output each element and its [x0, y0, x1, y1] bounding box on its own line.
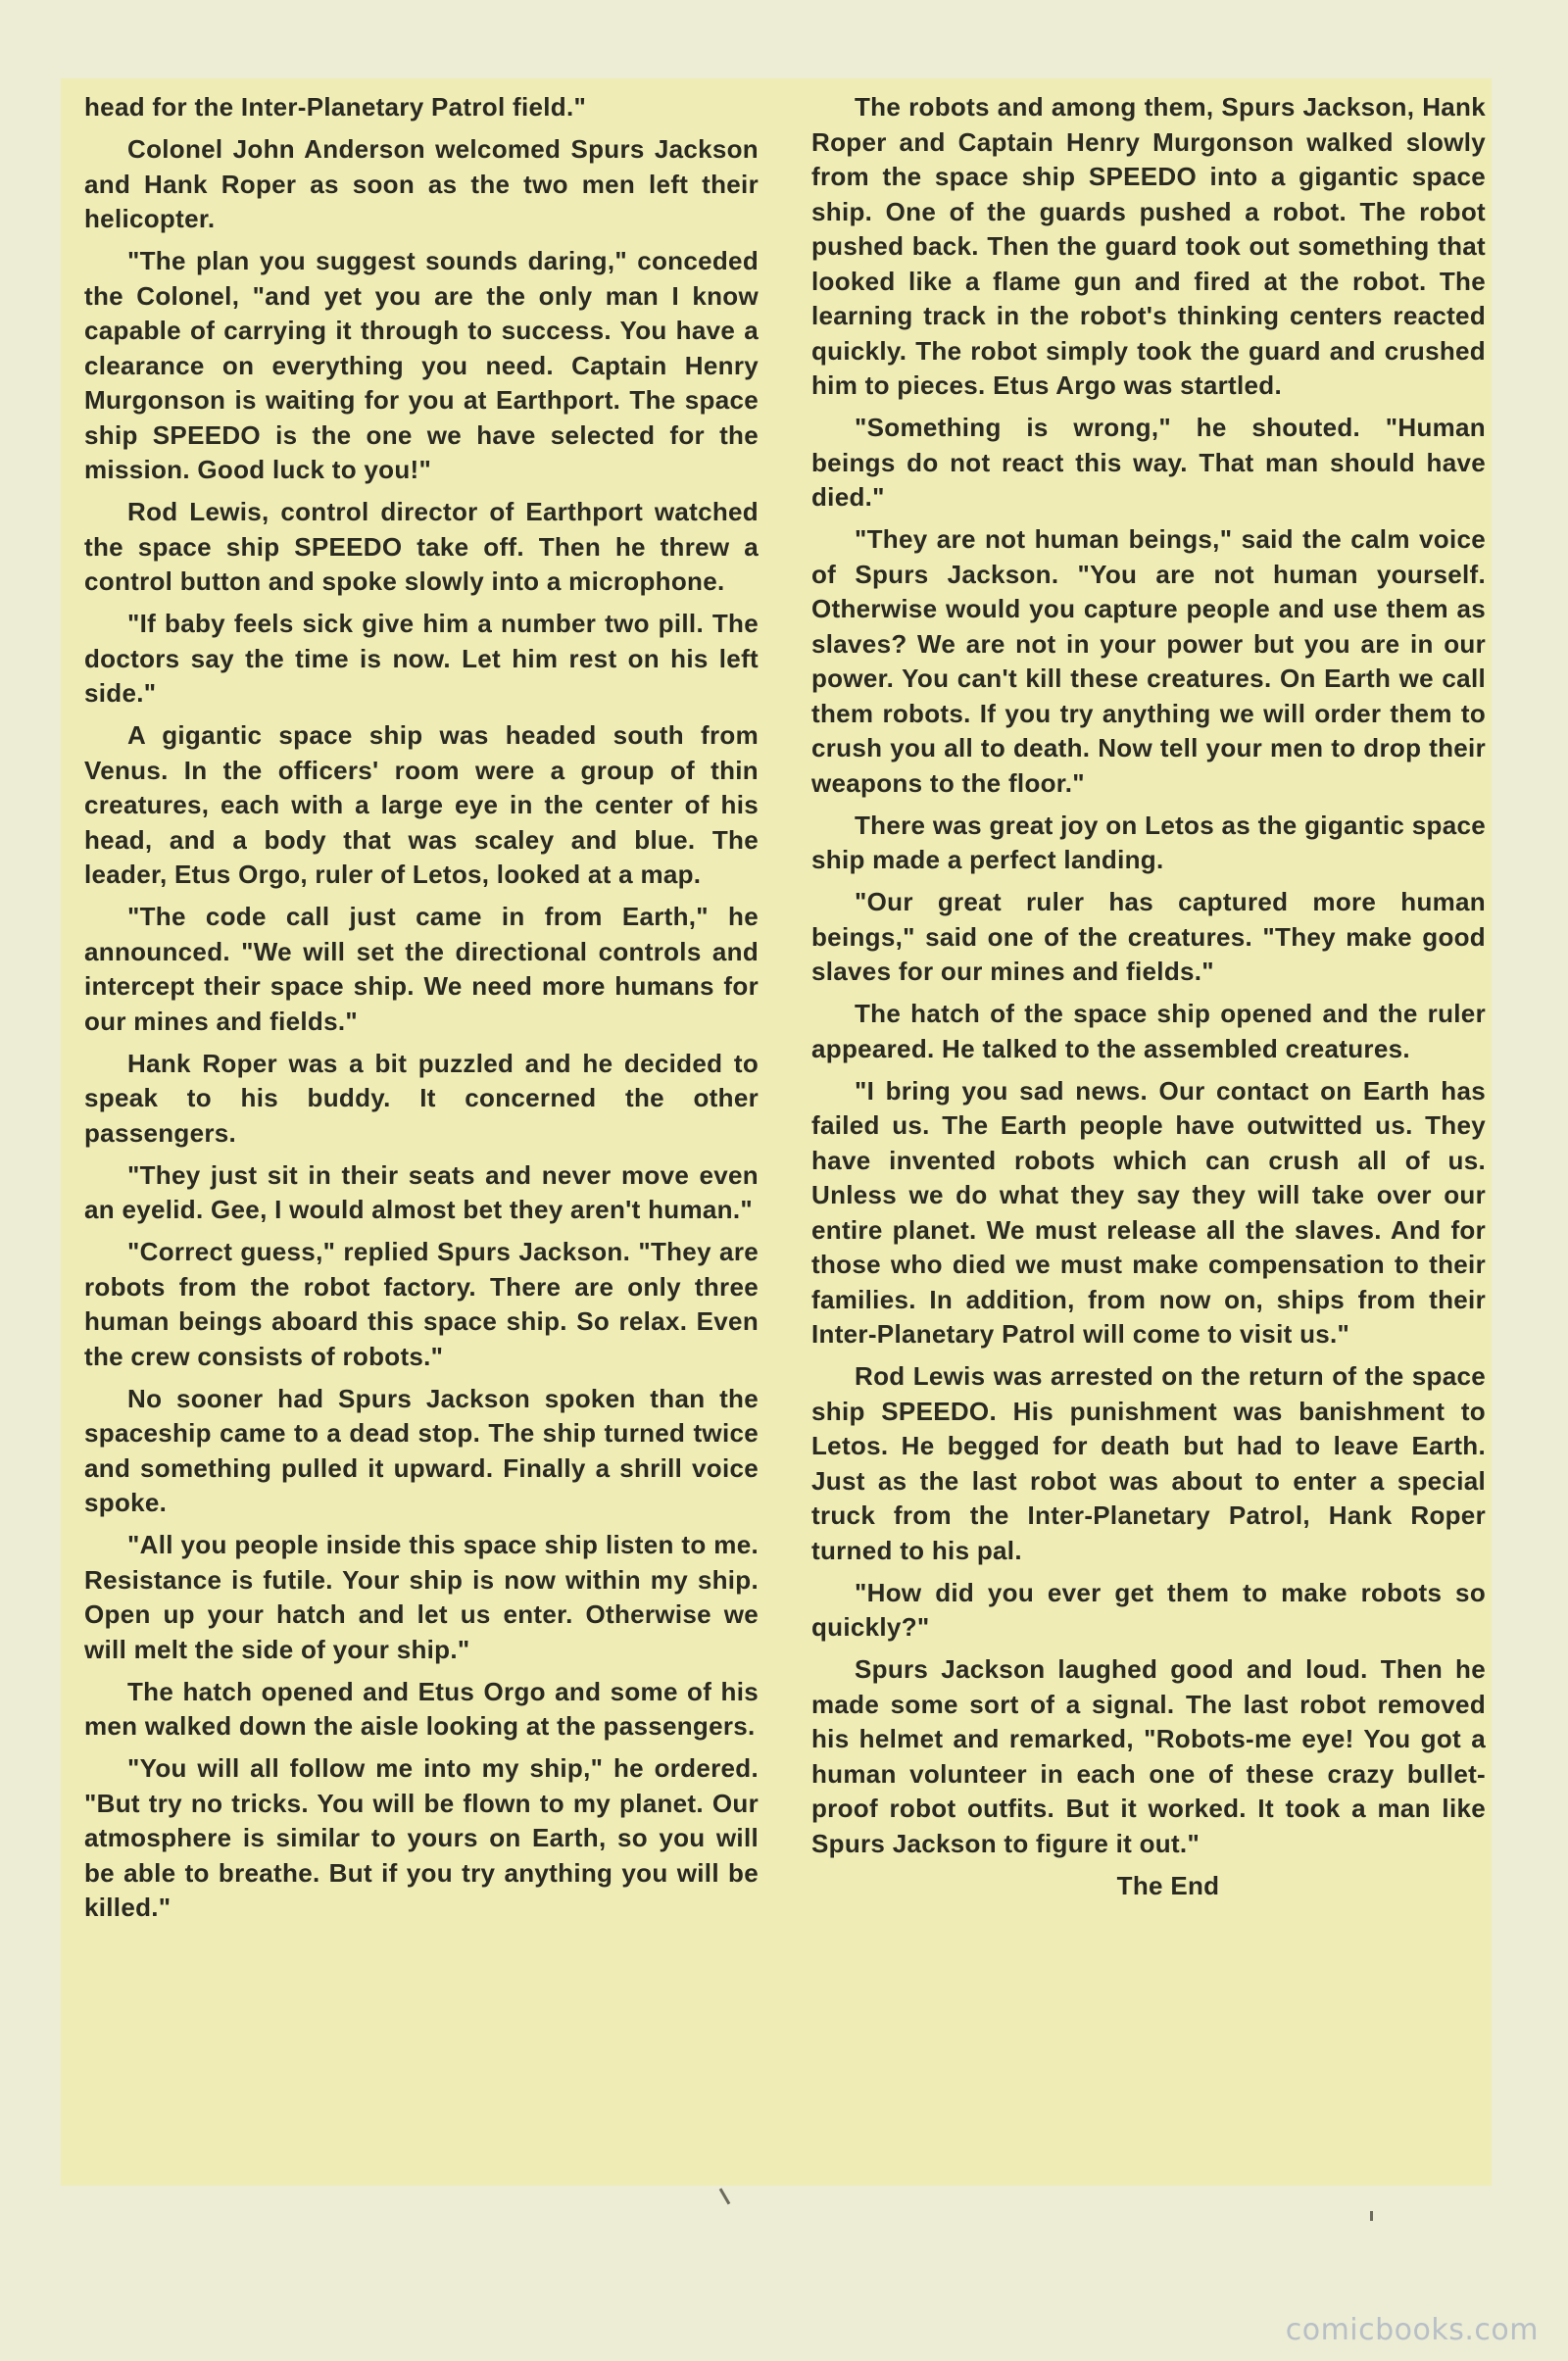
story-ending: The End [1116, 1870, 1220, 1900]
paragraph: "I bring you sad news. Our contact on Earth has failed us. The Earth people have outwitted us. They have invented robots which can crush all of us. Unless we do what they say they will take over our entire planet. We must release all the slaves. And for those who died we must make compensation to their families. In addition, from now on, ships from their Inter-Planetary Patrol will come to visit us." [811, 1075, 1486, 1349]
paragraph: "How did you ever get them to make robots so quickly?" [811, 1577, 1486, 1642]
paragraph: "Something is wrong," he shouted. "Human beings do not react this way. That man should have died." [811, 413, 1486, 512]
right-text-column [811, 90, 1486, 1903]
paragraph: "The plan you suggest sounds daring," conceded the Colonel, "and yet you are the only man I know capable of carrying it through to success. You have a clearance on everything you need. Captain Henry Murgonson is waiting for you at Earthport. The space ship SPEEDO is the one we have selected for the mission. Good luck to you!" [84, 246, 759, 484]
paragraph: "They just sit in their seats and never move even an eyelid. Gee, I would almost bet they aren't human." [84, 1159, 759, 1224]
paragraph: Spurs Jackson laughed good and loud. Then he made some sort of a signal. The last robot removed his helmet and remarked, "Robots-me eye! You got a human volunteer in each one of these crazy bullet-proof robot outfits. But it worked. It took a man like Spurs Jackson to figure it out." [811, 1654, 1486, 1858]
paragraph: head for the Inter-Planetary Patrol field." [84, 92, 587, 122]
print-speck [1370, 2211, 1373, 2221]
paragraph: "The code call just came in from Earth," he announced. "We will set the directional controls and intercept their space ship. We need more humans for our mines and fields." [84, 902, 759, 1036]
paragraph: There was great joy on Letos as the gigantic space ship made a perfect landing. [811, 810, 1486, 874]
print-speck [719, 2188, 731, 2204]
site-watermark: comicbooks.com [1285, 2313, 1539, 2347]
paragraph: "All you people inside this space ship listen to me. Resistance is futile. Your ship is now within my ship. Open up your hatch and let us enter. Otherwise we will melt the side of your ship." [84, 1530, 759, 1664]
paragraph: A gigantic space ship was headed south from Venus. In the officers' room were a group of thin creatures, each with a large eye in the center of his head, and a body that was scaley and blue. The leader, Etus Orgo, ruler of Letos, looked at a map. [84, 720, 759, 889]
paragraph: Hank Roper was a bit puzzled and he decided to speak to his buddy. It concerned the other passengers. [84, 1048, 759, 1148]
paragraph: The robots and among them, Spurs Jackson, Hank Roper and Captain Henry Murgonson walked slowly from the space ship SPEEDO into a gigantic space ship. One of the guards pushed a robot. The robot pushed back. Then the guard took out something that looked like a flame gun and fired at the robot. The learning track in the robot's thinking centers reacted quickly. The robot simply took the guard and crushed him to pieces. Etus Argo was startled. [811, 92, 1486, 400]
paragraph: No sooner had Spurs Jackson spoken than the spaceship came to a dead stop. The ship turned twice and something pulled it upward. Finally a shrill voice spoke. [84, 1383, 759, 1517]
paragraph: "You will all follow me into my ship," he ordered. "But try no tricks. You will be flown to my planet. Our atmosphere is similar to yours on Earth, so you will be able to breathe. But if you try anything you will be killed." [84, 1753, 759, 1922]
left-text-column [84, 90, 759, 1933]
paragraph: Rod Lewis was arrested on the return of the space ship SPEEDO. His punishment was banishment to Letos. He begged for death but had to leave Earth. Just as the last robot was about to enter a special truck from the Inter-Planetary Patrol, Hank Roper turned to his pal. [811, 1361, 1486, 1565]
paragraph: "Correct guess," replied Spurs Jackson. "They are robots from the robot factory. There are only three human beings aboard this space ship. So relax. Even the crew consists of robots." [84, 1237, 759, 1371]
paragraph: "If baby feels sick give him a number two pill. The doctors say the time is now. Let him rest on his left side." [84, 609, 759, 708]
paragraph: Colonel John Anderson welcomed Spurs Jackson and Hank Roper as soon as the two men left their helicopter. [84, 134, 759, 233]
paragraph: Rod Lewis, control director of Earthport watched the space ship SPEEDO take off. Then he threw a control button and spoke slowly into a microphone. [84, 497, 759, 596]
paragraph: "Our great ruler has captured more human beings," said one of the creatures. "They make good slaves for our mines and fields." [811, 887, 1486, 986]
paragraph: The hatch of the space ship opened and the ruler appeared. He talked to the assembled creatures. [811, 999, 1486, 1063]
paragraph: The hatch opened and Etus Orgo and some of his men walked down the aisle looking at the passengers. [84, 1676, 759, 1741]
paragraph: "They are not human beings," said the calm voice of Spurs Jackson. "You are not human yourself. Otherwise would you capture people and use them as slaves? We are not in your power but you are in our power. You can't kill these creatures. On Earth we call them robots. If you try anything we will order them to crush you all to death. Now tell your men to drop their weapons to the floor." [811, 524, 1486, 798]
